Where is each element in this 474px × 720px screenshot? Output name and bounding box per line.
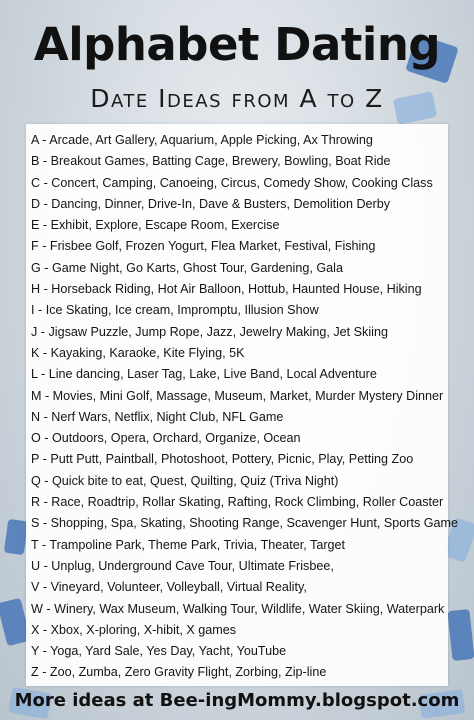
list-item-n: N - Nerf Wars, Netflix, Night Club, NFL Game — [31, 409, 284, 424]
list-item-a: A - Arcade, Art Gallery, Aquarium, Apple Picking, Ax Throwing — [31, 133, 373, 147]
date-ideas-panel — [26, 124, 459, 686]
list-item-l: L - Line dancing, Laser Tag, Lake, Live Band, Local Adventure — [31, 367, 377, 382]
list-item-p: P - Putt Putt, Paintball, Photoshoot, Pottery, Picnic, Play, Petting Zoo — [31, 452, 414, 467]
list-item-k: K - Kayaking, Karaoke, Kite Flying, 5K — [31, 345, 245, 360]
list-item-s: S - Shopping, Spa, Skating, Shooting Range, Scavenger Hunt, Sports Game — [31, 516, 459, 531]
list-item-h: H - Horseback Riding, Hot Air Balloon, Hottub, Haunted House, Hiking — [31, 282, 422, 297]
poster-title: Alphabet Dating — [33, 18, 441, 71]
list-item-j: J - Jigsaw Puzzle, Jump Rope, Jazz, Jewelry Making, Jet Skiing — [31, 324, 388, 339]
list-item-w: W - Winery, Wax Museum, Walking Tour, Wildlife, Water Skiing, Waterpark — [31, 601, 445, 616]
list-item-q: Q - Quick bite to eat, Quest, Quilting, Quiz (Triva Night) — [31, 473, 339, 488]
list-item-f: F - Frisbee Golf, Frozen Yogurt, Flea Market, Festival, Fishing — [31, 239, 376, 254]
list-item-r: R - Race, Roadtrip, Rollar Skating, Rafting, Rock Climbing, Roller Coaster — [31, 495, 444, 510]
list-item-d: D - Dancing, Dinner, Drive-In, Dave & Busters, Demolition Derby — [31, 196, 391, 211]
letter-tile-decoration — [4, 519, 29, 555]
list-item-b: B - Breakout Games, Batting Cage, Brewery, Bowling, Boat Ride — [31, 154, 391, 169]
list-item-v: V - Vineyard, Volunteer, Volleyball, Virtual Reality, — [31, 580, 307, 595]
list-item-u: U - Unplug, Underground Cave Tour, Ultimate Frisbee, — [31, 558, 334, 573]
footer-website-text: More ideas at Bee-ingMommy.blogspot.com — [14, 690, 460, 711]
list-item-z: Z - Zoo, Zumba, Zero Gravity Flight, Zorbing, Zip-line — [31, 665, 327, 680]
list-item-t: T - Trampoline Park, Theme Park, Trivia, Theater, Target — [31, 537, 346, 552]
list-item-o: O - Outdoors, Opera, Orchard, Organize, Ocean — [31, 431, 301, 446]
list-item-c: C - Concert, Camping, Canoeing, Circus, Comedy Show, Cooking Class — [31, 175, 433, 190]
list-item-e: E - Exhibit, Explore, Escape Room, Exercise — [31, 218, 280, 233]
list-item-g: G - Game Night, Go Karts, Ghost Tour, Gardening, Gala — [31, 260, 343, 275]
date-ideas-list — [31, 130, 458, 684]
list-item-m: M - Movies, Mini Golf, Massage, Museum, Market, Murder Mystery Dinner — [31, 388, 444, 403]
poster-subtitle: Date Ideas from A to Z — [90, 84, 384, 113]
list-item-y: Y - Yoga, Yard Sale, Yes Day, Yacht, YouTube — [31, 644, 287, 659]
list-item-i: I - Ice Skating, Ice cream, Impromptu, Illusion Show — [31, 303, 319, 318]
list-item-x: X - Xbox, X-ploring, X-hibit, X games — [31, 622, 237, 637]
